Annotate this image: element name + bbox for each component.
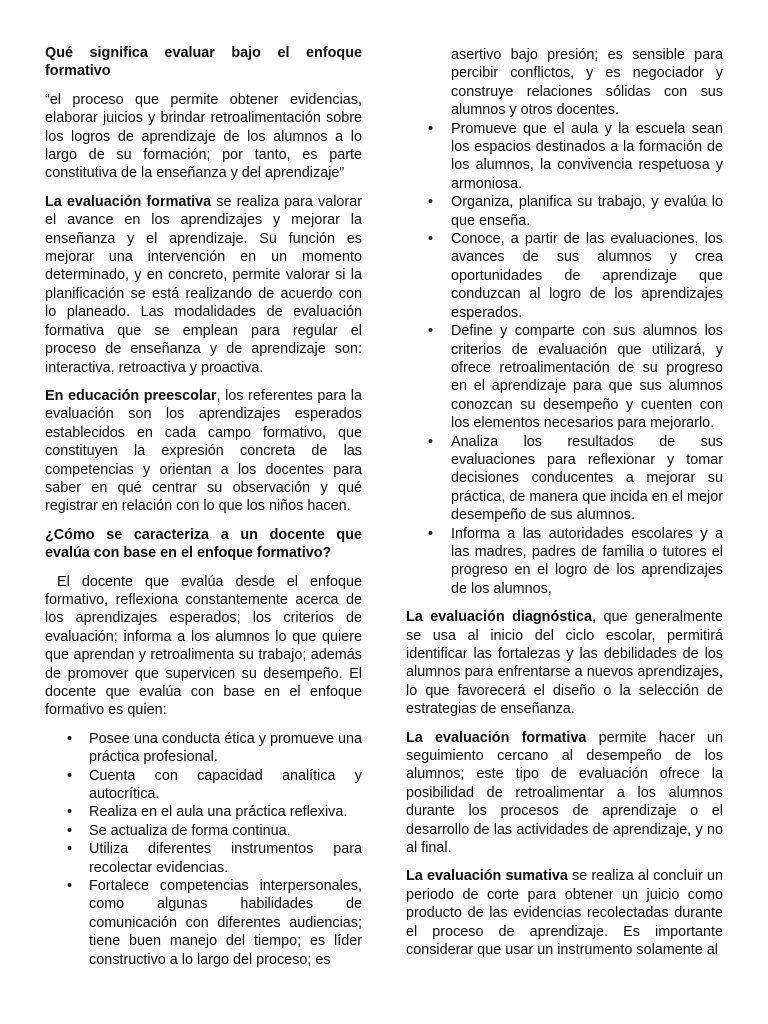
paragraph-text: , los referentes para la evaluación son los aprendizajes esperados establecidos en cada campo formativo, que constituyen la expresión concreta de las competencias y orientan a los docentes para saber en qué centrar su observación y qué registrar en relación con lo que los niños hacen. [45,387,363,515]
paragraph-text: , que generalmente se usa al inicio del ciclo escolar, permitirá identificar las fortalezas y las debilidades de los alumnos para enfrentarse a nuevos aprendizajes, lo que favorecerá el diseño o la selección de estrategias de enseñanza. [406,609,723,718]
list-item: • Posee una conducta ética y promueve una práctica profesional. [45,730,362,767]
paragraph-evaluacion-formativa-2 [406,729,723,858]
bold-term: En educación preescolar [45,387,217,404]
list-item: • Cuenta con capacidad analítica y autocrítica. [45,767,362,804]
list-item: • Utiliza diferentes instrumentos para recolectar evidencias. [45,840,362,877]
list-item: • Define y comparte con sus alumnos los criterios de evaluación que utilizará, y ofrece retroalimentación de su progreso en el aprendizaje para que sus alumnos conozcan su desempeño y cuenten con los elementos necesarios para mejorarlo. [406,322,723,432]
list-item: • Analiza los resultados de sus evaluaciones para reflexionar y tomar decisiones conducentes a mejorar su práctica, de manera que incida en el mejor desempeño de sus alumnos. [406,433,723,525]
paragraph-evaluacion-diagnostica [406,608,723,718]
quote-paragraph: “el proceso que permite obtener evidencias, elaborar juicios y brindar retroalimentación sobre los logros de aprendizaje de los alumnos a lo largo de su formación; por tanto, es parte constitutiva de la enseñanza y del aprendizaje” [45,91,362,182]
paragraph-text: se realiza para valorar el avance en los aprendizajes y mejorar la enseñanza y el aprendizaje. Su función es mejorar una intervención en un momento determinado, y en concreto, permite valorar si la planificación se está realizando de acuerdo con lo planeado. Las modalidades de evaluación formativa que se emplean para regular el proceso de enseñanza y de aprendizaje son: interactiva, retroactiva y proactiva. [45,193,362,376]
paragraph-docente: El docente que evalúa desde el enfoque formativo, reflexiona constantemente acerca de los aprendizajes esperados; los criterios de evaluación; informa a los alumnos lo que quiere que aprendan y retroalimenta su trabajo; además de promover que supervicen su desempeño. El docente que evalúa con base en el enfoque formativo es quien: [45,573,362,719]
list-item: • Se actualiza de forma continua. [45,822,362,840]
right-column [406,46,723,970]
section-heading-docente: ¿Cómo se caracteriza a un docente que evalúa con base en el enfoque formativo? [45,526,362,562]
list-item: • Organiza, planifica su trabajo, y evalúa lo que enseña. [406,193,723,230]
paragraph-text: se realiza al concluir un periodo de corte para obtener un juicio como producto de las evidencias recolectadas durante el proceso de aprendizaje. Es importante considerar que usar un instrumento solamente al [406,868,723,959]
bold-term: La evaluación formativa [406,729,587,746]
docente-bullet-list-continued [406,46,723,598]
paragraph-evaluacion-formativa [45,193,362,377]
paragraph-educacion-preescolar [45,387,362,516]
list-item-continuation: asertivo bajo presión; es sensible para percibir conflictos, y es negociador y construye relaciones sólidas con sus alumnos y otros docentes. [451,47,723,119]
list-item: • Promueve que el aula y la escuela sean los espacios destinados a la formación de los alumnos, la convivencia respetuosa y armoniosa. [406,120,723,194]
list-item: • Informa a las autoridades escolares y a las madres, padres de familia o tutores el progreso en el logro de los aprendizajes de los alumnos, [406,525,723,599]
bold-term: La evaluación formativa [45,193,212,210]
paragraph-text: permite hacer un seguimiento cercano al desempeño de los alumnos; este tipo de evaluación ofrece la posibilidad de retroalimentar a los alumnos durante los procesos de aprendizaje o el desarrollo de las actividades de aprendizaje, y no al final. [406,729,723,857]
bold-term: La evaluación sumativa [406,868,568,885]
docente-bullet-list [45,730,362,969]
left-column [45,44,362,979]
list-item: • Realiza en el aula una práctica reflexiva. [45,803,362,821]
paragraph-evaluacion-sumativa [406,867,723,959]
bold-term: La evaluación diagnóstica [406,609,593,626]
list-item: • Fortalece competencias interpersonales, como algunas habilidades de comunicación con diferentes audiencias; tiene buen manejo del tiempo; es líder constructivo a lo largo del proceso; es [45,877,362,969]
list-item: • Conoce, a partir de las evaluaciones, los avances de sus alumnos y crea oportunidades de aprendizaje que conduzcan al logro de los aprendizajes esperados. [406,230,723,322]
section-heading-enfoque-formativo: Qué significa evaluar bajo el enfoque formativo [45,45,362,80]
